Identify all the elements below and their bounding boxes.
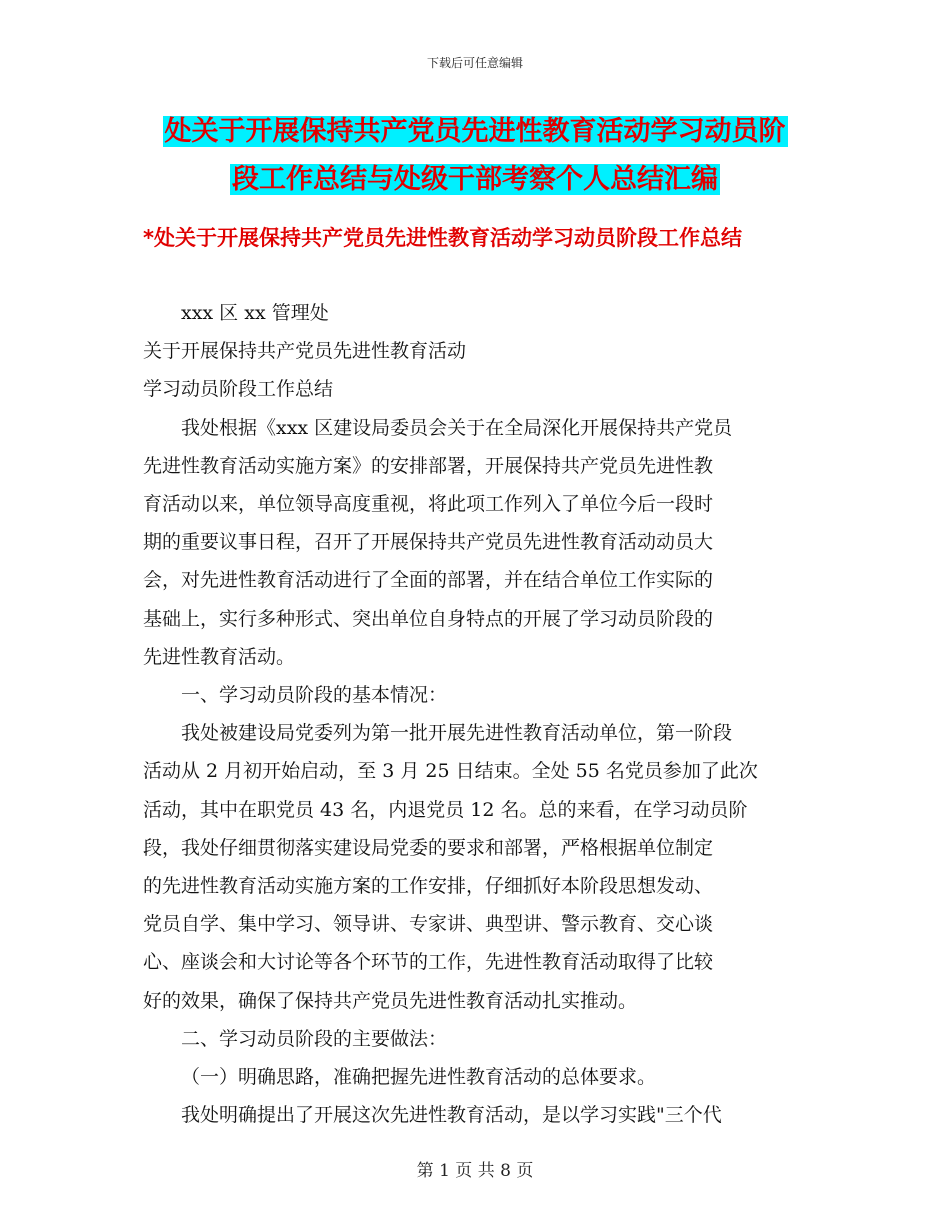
paragraph-line: 会，对先进性教育活动进行了全面的部署，并在结合单位工作实际的 xyxy=(143,569,714,592)
section-heading: 二、学习动员阶段的主要做法： xyxy=(181,1027,448,1050)
paragraph-line: 党员自学、集中学习、领导讲、专家讲、典型讲、警示教育、交心谈 xyxy=(143,913,714,936)
paragraph-line: 活动从 2 月初开始启动，至 3 月 25 日结束。全处 55 名党员参加了此次 xyxy=(143,760,758,783)
page-footer: 第 1 页 共 8 页 xyxy=(416,1161,534,1181)
paragraph-line: 活动，其中在职党员 43 名，内退党员 12 名。总的来看，在学习动员阶 xyxy=(143,798,748,821)
paragraph-line: 我处明确提出了开展这次先进性教育活动，是以学习实践"三个代 xyxy=(181,1104,722,1127)
main-title-line-2-text: 段工作总结与处级干部考察个人总结汇编 xyxy=(232,164,718,195)
main-title-line-1 xyxy=(0,108,950,156)
section-heading: 一、学习动员阶段的基本情况： xyxy=(181,684,448,707)
paragraph-line: 我处被建设局党委列为第一批开展先进性教育活动单位，第一阶段 xyxy=(181,722,733,745)
main-title-line-2 xyxy=(0,156,950,204)
paragraph-line: 好的效果，确保了保持共产党员先进性教育活动扎实推动。 xyxy=(143,989,638,1012)
paragraph-line: 段，我处仔细贯彻落实建设局党委的要求和部署，严格根据单位制定 xyxy=(143,836,714,859)
paragraph-line: 先进性教育活动实施方案》的安排部署，开展保持共产党员先进性教 xyxy=(143,454,714,477)
main-title-line-1-text: 处关于开展保持共产党员先进性教育活动学习动员阶 xyxy=(164,116,786,147)
header-note: 下载后可任意编辑 xyxy=(426,56,523,70)
paragraph-line: 心、座谈会和大讨论等各个环节的工作，先进性教育活动取得了比较 xyxy=(143,951,714,974)
body-text xyxy=(143,294,813,1134)
main-title xyxy=(0,108,950,204)
paragraph-line: 育活动以来，单位领导高度重视，将此项工作列入了单位今后一段时 xyxy=(143,493,714,516)
paragraph-line: 先进性教育活动。 xyxy=(143,645,296,668)
section-title: *处关于开展保持共产党员先进性教育活动学习动员阶段工作总结 xyxy=(143,226,742,250)
paragraph-line: 的先进性教育活动实施方案的工作安排，仔细抓好本阶段思想发动、 xyxy=(143,875,714,898)
paragraph-line: 基础上，实行多种形式、突出单位自身特点的开展了学习动员阶段的 xyxy=(143,607,714,630)
sub-heading: （一）明确思路，准确把握先进性教育活动的总体要求。 xyxy=(181,1066,657,1089)
org-name: xxx 区 xx 管理处 xyxy=(181,302,329,324)
doc-title-line-1: 关于开展保持共产党员先进性教育活动 xyxy=(143,340,467,363)
doc-title-line-2: 学习动员阶段工作总结 xyxy=(143,378,334,401)
paragraph-line: 我处根据《xxx 区建设局委员会关于在全局深化开展保持共产党员 xyxy=(181,416,733,439)
paragraph-line: 期的重要议事日程，召开了开展保持共产党员先进性教育活动动员大 xyxy=(143,531,714,554)
